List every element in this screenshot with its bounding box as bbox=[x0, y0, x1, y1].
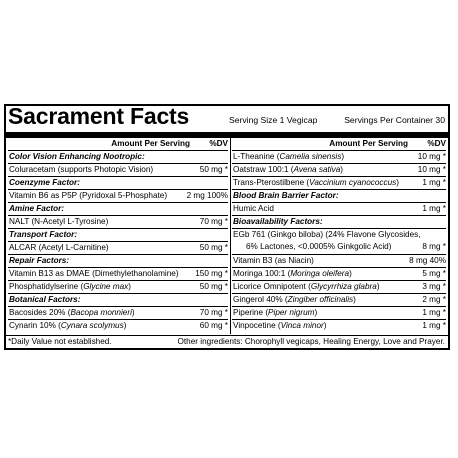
ingredient-name bbox=[9, 307, 135, 319]
amount-header: Amount Per Serving bbox=[329, 139, 408, 148]
ingredient-amount: 1 mg * bbox=[422, 321, 446, 330]
column-header bbox=[8, 138, 228, 151]
ingredient-name bbox=[9, 281, 131, 293]
latin-name: Avena sativa bbox=[293, 165, 341, 174]
amount-header: Amount Per Serving bbox=[111, 139, 190, 148]
latin-name: Bacopa monnieri bbox=[70, 308, 132, 317]
ingredient-row bbox=[8, 216, 228, 229]
ingredient-row bbox=[232, 203, 446, 216]
ingredient-amount: 2 mg * bbox=[422, 295, 446, 304]
ingredient-amount: 10 mg * bbox=[417, 165, 446, 174]
ingredient-name-text: Phosphatidylserine ( bbox=[9, 282, 84, 291]
ingredient-amount: 1 mg * bbox=[422, 308, 446, 317]
paren-close: ) bbox=[341, 152, 345, 161]
ingredient-name-text: Gingerol 40% ( bbox=[233, 295, 288, 304]
title-row bbox=[6, 106, 448, 132]
ingredient-row bbox=[8, 281, 228, 294]
ingredient-amount: 10 mg * bbox=[417, 152, 446, 161]
ingredient-row bbox=[232, 320, 446, 332]
ingredient-name bbox=[233, 294, 356, 306]
ingredient-name-text: Bacosides 20% ( bbox=[9, 308, 71, 317]
ingredient-amount: 5 mg * bbox=[422, 269, 446, 278]
ingredient-amount: 2 mg 100% bbox=[186, 191, 228, 200]
ingredient-name: Vitamin B3 (as Niacin) bbox=[233, 256, 314, 265]
ingredient-amount: 3 mg * bbox=[422, 282, 446, 291]
latin-name: Camelia sinensis bbox=[279, 152, 342, 161]
ingredient-row bbox=[8, 164, 228, 177]
ingredient-name-text: Moringa 100:1 ( bbox=[233, 269, 291, 278]
ingredient-name-text: Cynarin 10% ( bbox=[9, 321, 61, 330]
column-divider bbox=[230, 138, 231, 334]
ingredient-row bbox=[232, 151, 446, 164]
ingredient-name bbox=[233, 177, 399, 189]
ingredient-name-text: Piperine ( bbox=[233, 308, 269, 317]
ingredient-name: Vitamin B6 as P5P (Pyridoxal 5-Phosphate) bbox=[9, 191, 168, 200]
servings-per-container: Servings Per Container 30 bbox=[344, 115, 445, 125]
paren-close: ) bbox=[131, 308, 135, 317]
ingredient-amount: 70 mg * bbox=[199, 217, 228, 226]
supplement-facts-panel bbox=[4, 104, 450, 350]
ingredient-name-line1: EGb 761 (Ginkgo biloba) (24% Flavone Glycosides, bbox=[233, 230, 421, 239]
latin-name: Zingiber officinalis bbox=[287, 295, 354, 304]
ingredient-name-text: L-Theanine ( bbox=[233, 152, 280, 161]
ingredient-amount: 1 mg * bbox=[422, 204, 446, 213]
paren-close: ) bbox=[123, 321, 127, 330]
category-label: Color Vision Enhancing Nootropic: bbox=[9, 152, 145, 161]
right-column bbox=[232, 138, 446, 332]
ingredient-name bbox=[233, 307, 317, 319]
ingredient-name-text: Trans-Pterostilbene ( bbox=[233, 178, 310, 187]
ingredient-row bbox=[232, 281, 446, 294]
panel-title: Sacrament Facts bbox=[8, 104, 190, 129]
serving-size: Serving Size 1 Vegicap bbox=[229, 115, 318, 125]
paren-close: ) bbox=[314, 308, 318, 317]
latin-name: Glycine max bbox=[83, 282, 129, 291]
ingredient-name bbox=[233, 164, 343, 176]
paren-close: ) bbox=[376, 282, 380, 291]
column-header bbox=[232, 138, 446, 151]
category-row bbox=[8, 203, 228, 216]
ingredient-amount: 50 mg * bbox=[199, 165, 228, 174]
category-row bbox=[8, 151, 228, 164]
category-row bbox=[8, 177, 228, 190]
ingredient-amount: 70 mg * bbox=[199, 308, 228, 317]
paren-close: ) bbox=[323, 321, 327, 330]
latin-name: Glycyrrhiza glabra bbox=[310, 282, 377, 291]
paren-close: ) bbox=[353, 295, 356, 304]
category-label: Amine Factor: bbox=[9, 204, 65, 213]
ingredient-name: NALT (N-Acetyl L-Tyrosine) bbox=[9, 217, 109, 226]
ingredient-row bbox=[232, 294, 446, 307]
ingredient-row bbox=[232, 255, 446, 268]
ingredient-row bbox=[8, 307, 228, 320]
ingredient-row bbox=[232, 164, 446, 177]
ingredient-amount: 1 mg * bbox=[422, 178, 446, 187]
ingredient-name: Humic Acid bbox=[233, 204, 274, 213]
ingredient-name bbox=[233, 151, 344, 163]
ingredient-amount: 8 mg 40% bbox=[409, 256, 446, 265]
category-row bbox=[8, 255, 228, 268]
ingredient-amount: 50 mg * bbox=[199, 282, 228, 291]
ingredient-name: Vitamin B13 as DMAE (Dimethylethanolamine) bbox=[9, 269, 179, 278]
ingredient-row bbox=[232, 177, 446, 190]
other-ingredients: Other ingredients: Chorophyll vegicaps, Healing Energy, Love and Prayer. bbox=[177, 337, 445, 346]
category-label: Coenzyme Factor: bbox=[9, 178, 80, 187]
paren-close: ) bbox=[349, 269, 352, 278]
ingredient-name-line2: 6% Lactones, <0.0005% Ginkgolic Acid) bbox=[246, 242, 392, 251]
ingredient-name-text: Oatstraw 100:1 ( bbox=[233, 165, 294, 174]
ingredient-row bbox=[232, 268, 446, 281]
latin-name: Vaccinium cyanococcus bbox=[309, 178, 397, 187]
category-row bbox=[232, 216, 446, 229]
ingredient-name: ALCAR (Acetyl L-Carnitine) bbox=[9, 243, 109, 252]
ingredient-amount: 150 mg * bbox=[195, 269, 228, 278]
ingredient-name-text: Licorice Omnipotent ( bbox=[233, 282, 311, 291]
ingredient-name-text: Vinpocetine ( bbox=[233, 321, 281, 330]
paren-close: ) bbox=[396, 178, 399, 187]
ingredient-amount: 60 mg * bbox=[199, 321, 228, 330]
category-row bbox=[8, 229, 228, 242]
left-column bbox=[8, 138, 228, 332]
dv-header: %DV bbox=[209, 139, 228, 148]
category-label: Bioavailability Factors: bbox=[233, 217, 323, 226]
ingredient-name bbox=[233, 268, 352, 280]
ingredient-name bbox=[9, 320, 126, 332]
dv-header: %DV bbox=[427, 139, 446, 148]
ingredient-name bbox=[233, 281, 380, 293]
ingredient-row bbox=[8, 320, 228, 332]
ingredient-row bbox=[8, 242, 228, 255]
daily-value-footnote: *Daily Value not established. bbox=[8, 337, 112, 346]
category-label: Transport Factor: bbox=[9, 230, 78, 239]
ingredient-amount: 8 mg * bbox=[422, 242, 446, 251]
ingredient-row bbox=[232, 307, 446, 320]
category-label: Blood Brain Barrier Factor: bbox=[233, 191, 339, 200]
ingredient-row bbox=[232, 229, 446, 255]
ingredient-amount: 50 mg * bbox=[199, 243, 228, 252]
latin-name: Vinca minor bbox=[280, 321, 324, 330]
category-label: Botanical Factors: bbox=[9, 295, 81, 304]
latin-name: Cynara scolymus bbox=[60, 321, 124, 330]
category-row bbox=[8, 294, 228, 307]
latin-name: Piper nigrum bbox=[268, 308, 315, 317]
ingredient-row bbox=[8, 190, 228, 203]
ingredient-name bbox=[233, 320, 326, 332]
ingredient-name: Coluracetam (supports Photopic Vision) bbox=[9, 165, 154, 174]
latin-name: Moringa oleifera bbox=[290, 269, 350, 278]
category-label: Repair Factors: bbox=[9, 256, 70, 265]
category-row bbox=[232, 190, 446, 203]
paren-close: ) bbox=[340, 165, 343, 174]
paren-close: ) bbox=[128, 282, 131, 291]
ingredient-row bbox=[8, 268, 228, 281]
